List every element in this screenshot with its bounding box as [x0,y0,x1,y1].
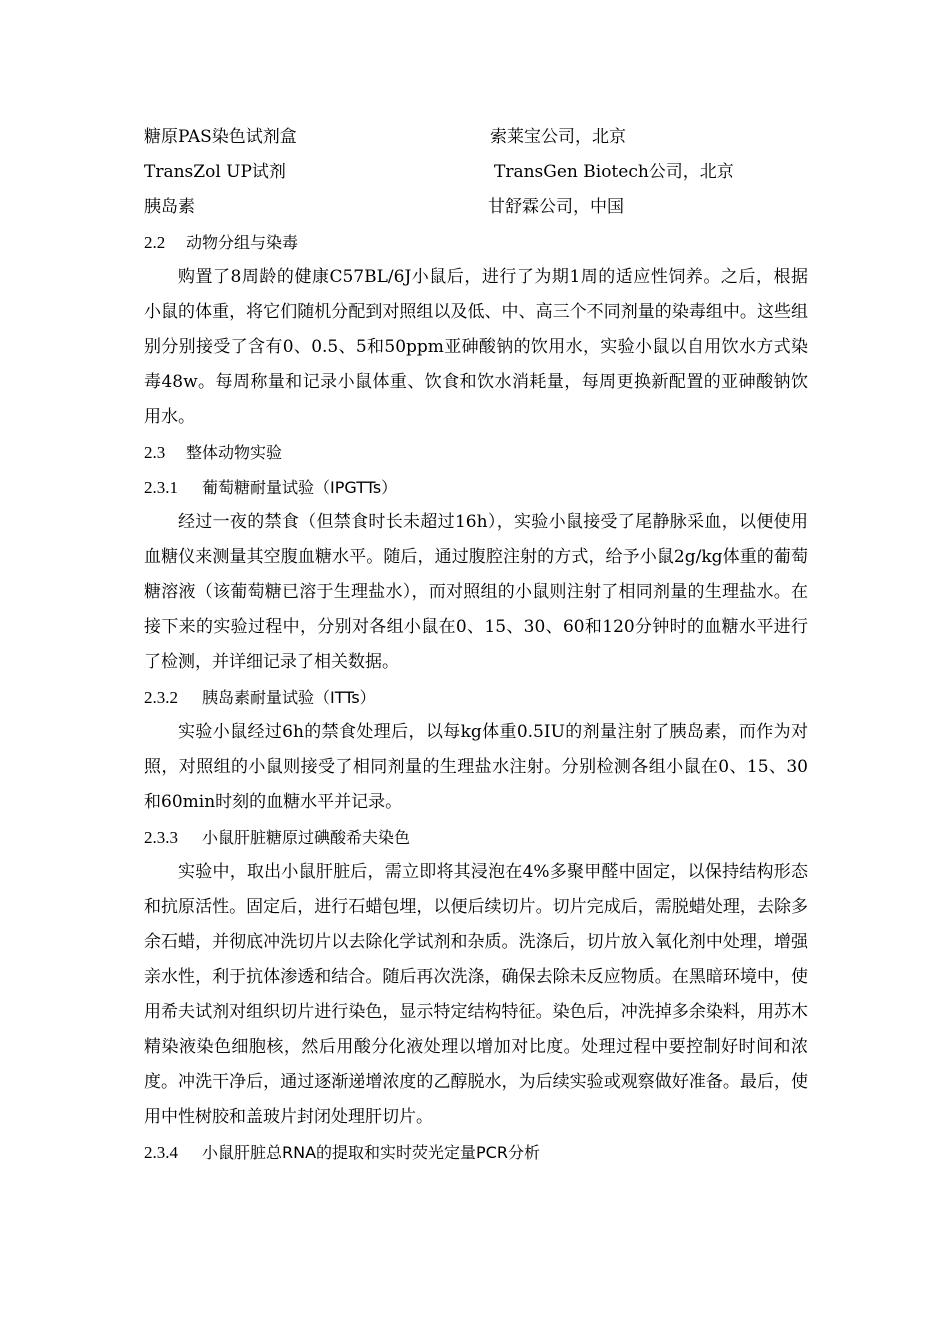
section-number: 2.3.4 [144,1143,178,1162]
section-heading-2-2 [144,225,808,260]
section-heading-2-3-1 [144,470,808,505]
section-number: 2.3 [144,443,166,462]
section-title: 动物分组与染毒 [186,233,299,252]
section-number: 2.3.2 [144,688,178,707]
section-paragraph-2-3-2: 实验小鼠经过6h的禁食处理后，以每kg体重0.5IU的剂量注射了胰岛素，而作为对照，对照组的小鼠则接受了相同剂量的生理盐水注射。分别检测各组小鼠在0、15、30和60min时刻的血糖水平并记录。 [144,722,808,812]
reagent-name: 糖原PAS染色试剂盒 [144,127,297,147]
section-number: 2.2 [144,233,166,252]
section-title: 葡萄糖耐量试验（IPGTTs） [202,478,398,497]
section-number: 2.3.3 [144,828,178,847]
section-heading-2-3-4 [144,1135,808,1170]
section-title: 小鼠肝脏糖原过碘酸希夫染色 [202,828,411,847]
reagent-name: TransZol UP试剂 [144,162,286,182]
reagent-row [144,190,808,225]
section-paragraph-2-3-1: 经过一夜的禁食（但禁食时长未超过16h），实验小鼠接受了尾静脉采血，以便使用血糖仪来测量其空腹血糖水平。随后，通过腹腔注射的方式，给予小鼠2g/kg体重的葡萄糖溶液（该葡萄糖已溶于生理盐水），而对照组的小鼠则注射了相同剂量的生理盐水。在接下来的实验过程中，分别对各组小鼠在0、15、30、60和120分钟时的血糖水平进行了检测，并详细记录了相关数据。 [144,512,808,672]
section-heading-2-3 [144,435,808,470]
section-title: 整体动物实验 [186,443,283,462]
reagent-supplier: TransGen Biotech公司，北京 [494,162,734,182]
section-heading-2-3-2 [144,680,808,715]
section-paragraph-2-2: 购置了8周龄的健康C57BL/6J小鼠后，进行了为期1周的适应性饲养。之后，根据小鼠的体重，将它们随机分配到对照组以及低、中、高三个不同剂量的染毒组中。这些组别分别接受了含有0、0.5、5和50ppm亚砷酸钠的饮用水，实验小鼠以自用饮水方式染毒48w。每周称量和记录小鼠体重、饮食和饮水消耗量，每周更换新配置的亚砷酸钠饮用水。 [144,267,808,427]
document-body [144,120,808,1170]
reagent-name: 胰岛素 [144,197,195,217]
section-title: 小鼠肝脏总RNA的提取和实时荧光定量PCR分析 [202,1143,540,1162]
reagent-row [144,120,808,155]
reagent-supplier: 索莱宝公司，北京 [490,127,626,147]
section-title: 胰岛素耐量试验（ITTs） [202,688,376,707]
section-paragraph-2-3-3: 实验中，取出小鼠肝脏后，需立即将其浸泡在4%多聚甲醛中固定，以保持结构形态和抗原活性。固定后，进行石蜡包埋，以便后续切片。切片完成后，需脱蜡处理，去除多余石蜡，并彻底冲洗切片以去除化学试剂和杂质。洗涤后，切片放入氧化剂中处理，增强亲水性，利于抗体渗透和结合。随后再次洗涤，确保去除未反应物质。在黑暗环境中，使用希夫试剂对组织切片进行染色，显示特定结构特征。染色后，冲洗掉多余染料，用苏木精染液染色细胞核，然后用酸分化液处理以增加对比度。处理过程中要控制好时间和浓度。冲洗干净后，通过逐渐递增浓度的乙醇脱水，为后续实验或观察做好准备。最后，使用中性树胶和盖玻片封闭处理肝切片。 [144,862,808,1127]
reagent-row [144,155,808,190]
reagent-supplier: 甘舒霖公司，中国 [488,197,624,217]
section-number: 2.3.1 [144,478,178,497]
section-heading-2-3-3 [144,820,808,855]
